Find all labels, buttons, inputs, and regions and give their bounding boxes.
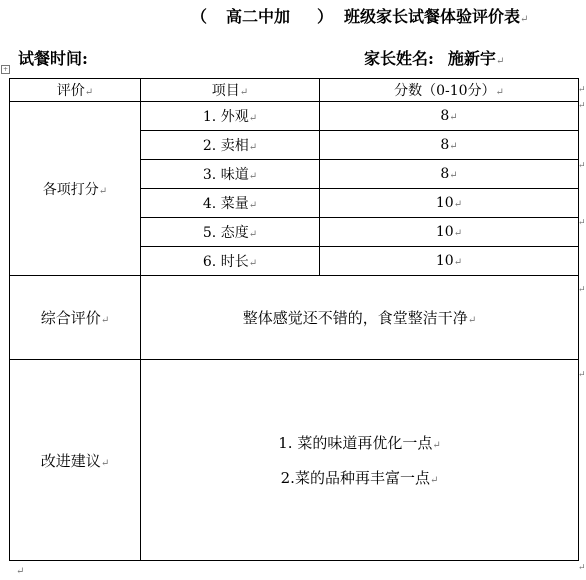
parent-name-value: 施新宇 xyxy=(447,49,496,68)
suggestion-label: 改进建议↵ xyxy=(10,360,141,561)
row-end-mark: ↵ xyxy=(578,85,586,95)
row-end-mark: ↵ xyxy=(578,370,586,380)
title-grade: 高二中加 xyxy=(226,7,291,26)
table-row xyxy=(10,102,579,131)
table-header-row xyxy=(10,79,579,102)
row-end-mark: ↵ xyxy=(578,563,586,573)
header-score: 分数（0-10分）↵ xyxy=(320,79,579,102)
row-end-mark: ↵ xyxy=(578,101,586,111)
item-score: 10↵ xyxy=(320,189,579,218)
dining-time-label: 试餐时间: xyxy=(18,49,88,68)
title-paren-left: （ xyxy=(191,7,208,26)
item-name: 3. 味道↵ xyxy=(141,160,320,189)
title-name: 班级家长试餐体验评价表↵ xyxy=(344,7,529,26)
title-paren-right: ） xyxy=(317,7,334,26)
overall-label: 综合评价↵ xyxy=(10,276,141,360)
item-name: 5. 态度↵ xyxy=(141,218,320,247)
item-score: 8↵ xyxy=(320,131,579,160)
item-name: 1. 外观↵ xyxy=(141,102,320,131)
section-scores-label: 各项打分↵ xyxy=(10,102,141,276)
suggestion-item: 1. 菜的味道再优化一点↵ xyxy=(278,434,441,452)
parent-name-field: 家长姓名: 施新宇↵ xyxy=(364,49,505,68)
item-score: 8↵ xyxy=(320,102,579,131)
row-end-mark: ↵ xyxy=(578,161,586,171)
item-name: 4. 菜量↵ xyxy=(141,189,320,218)
suggestion-list xyxy=(141,360,579,561)
row-end-mark: ↵ xyxy=(578,285,586,295)
header-evaluation: 评价↵ xyxy=(10,79,141,102)
overall-text: 整体感觉还不错的，食堂整洁干净↵ xyxy=(141,276,579,360)
item-score: 8↵ xyxy=(320,160,579,189)
item-score: 10↵ xyxy=(320,247,579,276)
evaluation-table xyxy=(9,78,579,561)
overall-row xyxy=(10,276,579,360)
table-move-handle-icon[interactable]: + xyxy=(2,66,9,73)
parent-name-label: 家长姓名: xyxy=(364,49,434,68)
header-item: 项目↵ xyxy=(141,79,320,102)
suggestion-row xyxy=(10,360,579,561)
item-score: 10↵ xyxy=(320,218,579,247)
row-end-mark: ↵ xyxy=(578,218,586,228)
item-name: 6. 时长↵ xyxy=(141,247,320,276)
paragraph-end-mark: ↵ xyxy=(16,566,25,577)
suggestion-item: 2.菜的品种再丰富一点↵ xyxy=(280,469,439,487)
item-name: 2. 卖相↵ xyxy=(141,131,320,160)
